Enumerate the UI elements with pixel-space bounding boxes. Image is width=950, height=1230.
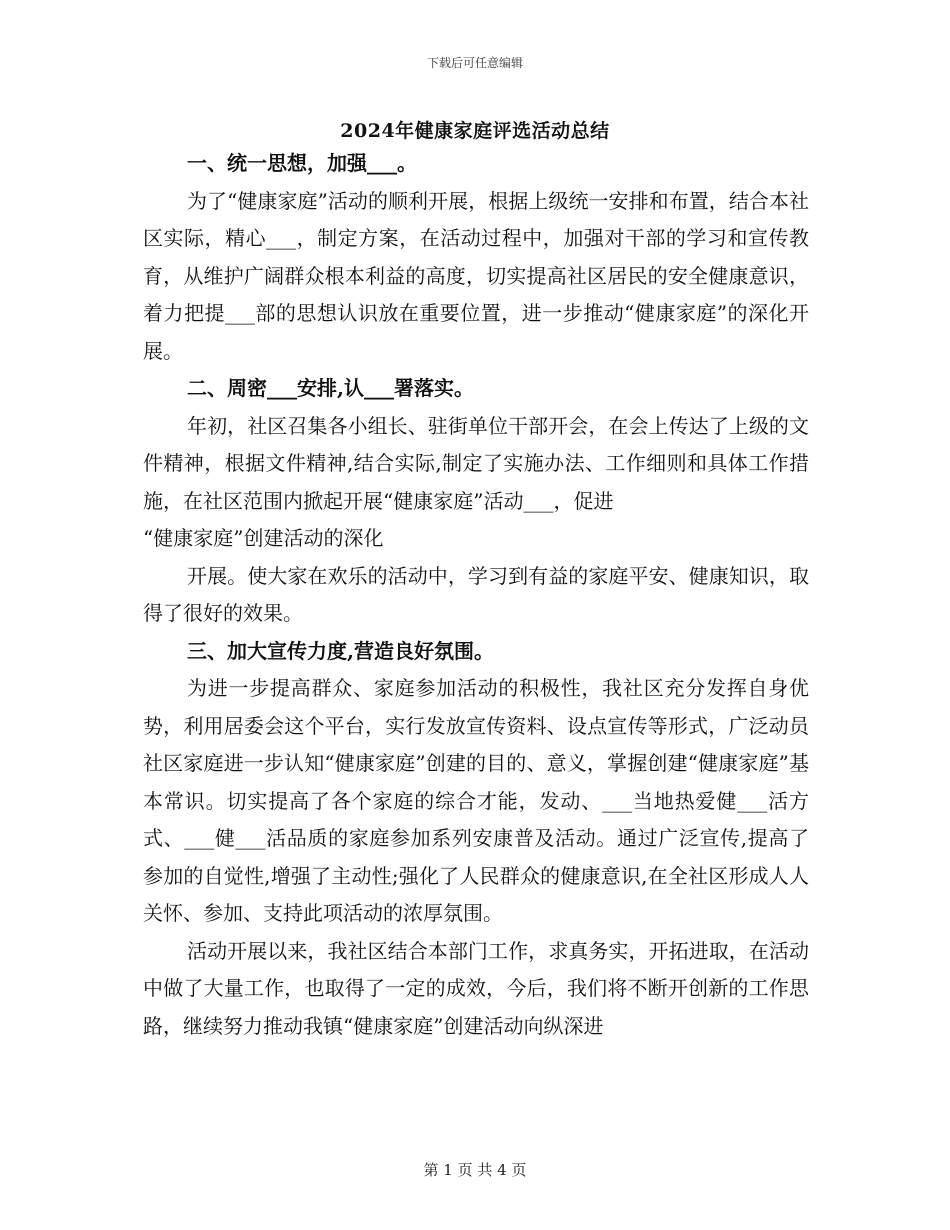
paragraph: 为了“健康家庭”活动的顺利开展，根据上级统一安排和布置，结合本社区实际，精心___，制定方案，在活动过程中，加强对干部的学习和宣传教育，从维护广阔群众根本利益的高度，切实提高社区居民的安全健康意识，着力把提___部的思想认识放在重要位置，进一步推动“健康家庭”的深化开展。 [143,188,809,363]
section-heading-3: 三、加大宣传力度,营造良好氛围。 [187,638,494,663]
page-number-footer: 第 1 页 共 4 页 [423,1161,527,1179]
paragraph: “健康家庭”创建活动的深化 [143,526,384,550]
section-heading-1: 一、统一思想，加强___。 [187,151,417,175]
document-title: 2024年健康家庭评选活动总结 [340,120,610,142]
section-heading-2: 二、周密___安排,认___署落实。 [187,376,474,400]
paragraph: 为进一步提高群众、家庭参加活动的积极性，我社区充分发挥自身优势，利用居委会这个平台，实行发放宣传资料、设点宣传等形式，广泛动员社区家庭进一步认知“健康家庭”创建的目的、意义，掌握创建“健康家庭”基本常识。切实提高了各个家庭的综合才能，发动、___当地热爱健___活方式、___健___活品质的家庭参加系列安康普及活动。通过广泛宣传,提高了参加的自觉性,增强了主动性;强化了人民群众的健康意识,在全社区形成人人关怀、参加、支持此项活动的浓厚氛围。 [143,676,809,925]
page-header-note: 下载后可任意编辑 [426,56,523,70]
paragraph: 年初，社区召集各小组长、驻街单位干部开会，在会上传达了上级的文件精神，根据文件精神,结合实际,制定了实施办法、工作细则和具体工作措施，在社区范围内掀起开展“健康家庭”活动___，促进 [143,413,809,513]
paragraph: 开展。使大家在欢乐的活动中，学习到有益的家庭平安、健康知识，取得了很好的效果。 [143,563,809,625]
paragraph: 活动开展以来，我社区结合本部门工作，求真务实，开拓进取，在活动中做了大量工作，也取得了一定的成效，今后，我们将不断开创新的工作思路，继续努力推动我镇“健康家庭”创建活动向纵深进 [143,938,809,1038]
document-body [143,145,809,1045]
